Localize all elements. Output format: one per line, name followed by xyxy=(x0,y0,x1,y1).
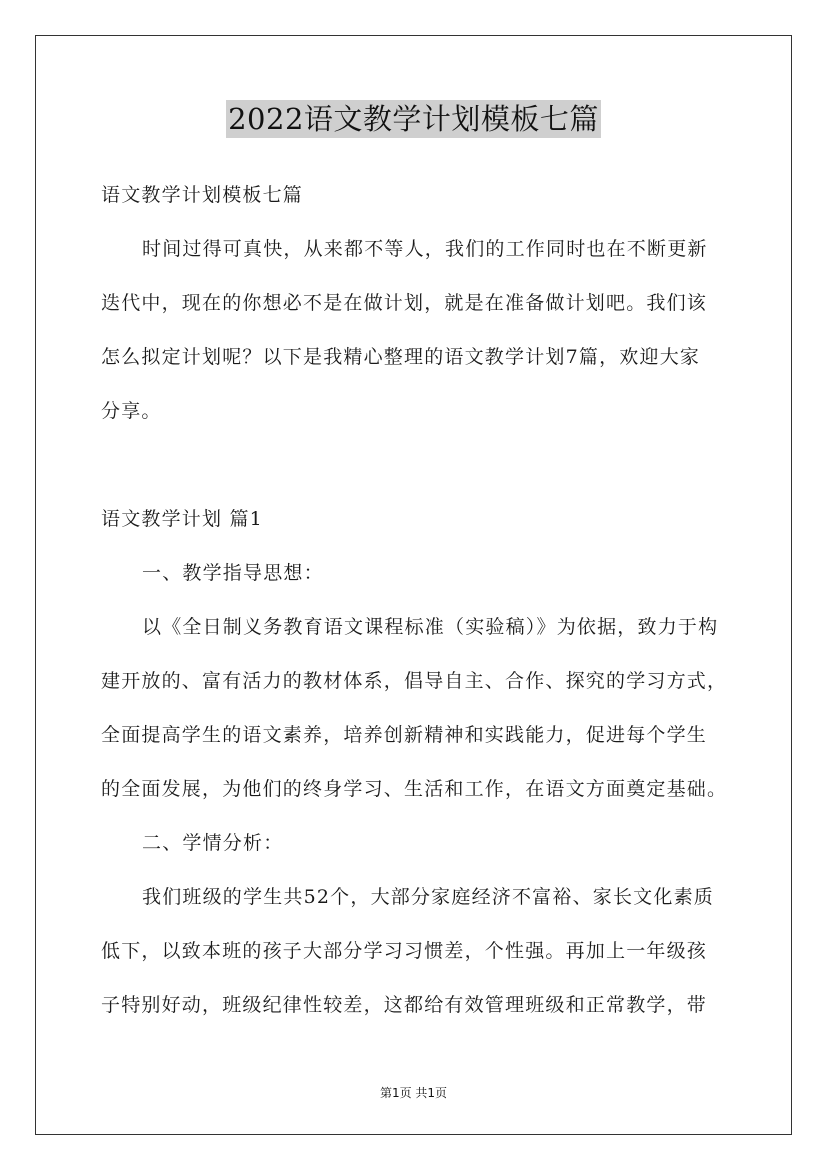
guiding-paragraph-line-4: 的全面发展，为他们的终身学习、生活和工作，在语文方面奠定基础。 xyxy=(101,778,728,800)
guiding-paragraph-line-2: 建开放的、富有活力的教材体系，倡导自主、合作、探究的学习方式， xyxy=(101,670,728,692)
blank-line xyxy=(101,438,727,492)
subtitle-line: 语文教学计划模板七篇 xyxy=(101,184,304,206)
analysis-paragraph-line-1: 我们班级的学生共52个，大部分家庭经济不富裕、家长文化素质 xyxy=(142,886,714,908)
analysis-paragraph-line-3: 子特别好动，班级纪律性较差，这都给有效管理班级和正常教学，带 xyxy=(101,994,708,1016)
section-heading-1: 语文教学计划 篇1 xyxy=(101,508,263,530)
title-container xyxy=(0,100,827,138)
subheading-guiding-idea: 一、教学指导思想： xyxy=(142,562,324,584)
intro-paragraph-line-4: 分享。 xyxy=(101,400,162,422)
guiding-paragraph-line-3: 全面提高学生的语文素养，培养创新精神和实践能力，促进每个学生 xyxy=(101,724,708,746)
intro-paragraph-line-1: 时间过得可真快，从来都不等人，我们的工作同时也在不断更新 xyxy=(142,238,708,260)
document-body xyxy=(101,168,727,1032)
intro-paragraph-line-2: 迭代中，现在的你想必不是在做计划，就是在准备做计划吧。我们该 xyxy=(101,292,708,314)
intro-paragraph-line-3: 怎么拟定计划呢？以下是我精心整理的语文教学计划7篇，欢迎大家 xyxy=(101,346,701,368)
analysis-paragraph-line-2: 低下，以致本班的孩子大部分学习习惯差，个性强。再加上一年级孩 xyxy=(101,940,708,962)
page-footer: 第1页 共1页 xyxy=(379,1086,448,1100)
guiding-paragraph-line-1: 以《全日制义务教育语文课程标准（实验稿）》为依据，致力于构 xyxy=(142,616,719,638)
document-title: 2022语文教学计划模板七篇 xyxy=(228,102,599,136)
subheading-student-analysis: 二、学情分析： xyxy=(142,832,284,854)
